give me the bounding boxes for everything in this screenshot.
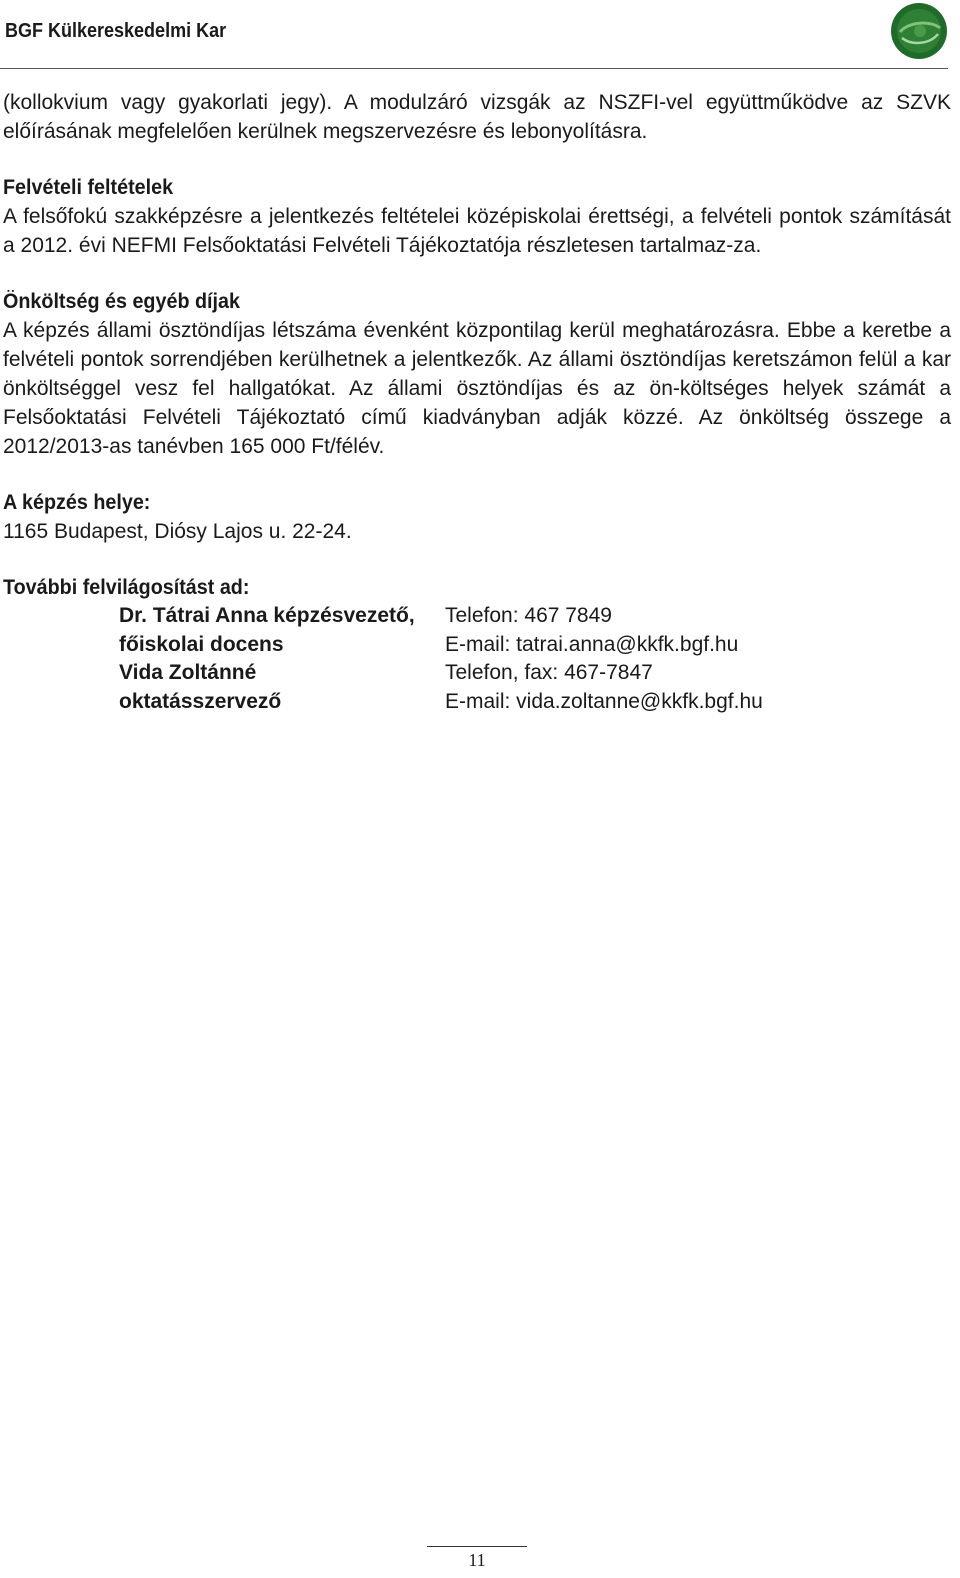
footer-divider — [427, 1546, 527, 1547]
contact-row — [119, 659, 763, 688]
fees-section — [3, 287, 951, 461]
admission-heading: Felvételi feltételek — [3, 176, 174, 199]
contact-detail: Telefon, fax: 467-7847 — [445, 661, 653, 684]
fees-heading: Önköltség és egyéb díjak — [3, 290, 240, 313]
intro-paragraph: (kollokvium vagy gyakorlati jegy). A modulzáró vizsgák az NSZFI-vel együttműködve az SZVK előírásának megfelelően kerülnek megszervezésre és lebonyolításra. — [3, 91, 951, 143]
contacts-heading: További felvilágosítást ad: — [3, 576, 250, 599]
location-address: 1165 Budapest, Diósy Lajos u. 22-24. — [3, 520, 352, 543]
institution-title: BGF Külkereskedelmi Kar — [5, 20, 227, 42]
main-content — [3, 88, 951, 716]
contact-detail: Telefon: 467 7849 — [445, 604, 612, 627]
contact-row — [119, 631, 763, 660]
contact-name: Dr. Tátrai Anna képzésvezető, — [119, 604, 415, 627]
contact-name: főiskolai docens — [119, 632, 284, 656]
location-section — [3, 488, 951, 546]
page-header — [0, 0, 960, 70]
fees-text: A képzés állami ösztöndíjas létszáma évenként központilag kerül meghatározásra. Ebbe a keretbe a felvételi pontok sorrendjében kerülhetnek a jelentkezők. Az állami ösztöndíjas keretszámon felül a kar önköltséggel vesz fel hallgatókat. Az állami ösztöndíjas és az ön-költséges helyek számát a Felsőoktatási Felvételi Tájékoztató című kiadványban adják közzé. Az önköltség összege a 2012/2013-as tanévben 165 000 Ft/félév. — [3, 319, 951, 458]
contacts-table — [119, 602, 763, 716]
admission-text: A felsőfokú szakképzésre a jelentkezés feltételei középiskolai érettségi, a felvételi pontok számítását a 2012. évi NEFMI Felsőoktatási Felvételi Tájékoztatója részletesen tartalmaz-za. — [3, 205, 951, 257]
location-heading: A képzés helye: — [3, 491, 151, 514]
page-number: 11 — [468, 1550, 486, 1570]
contact-detail: E-mail: tatrai.anna@kkfk.bgf.hu — [445, 632, 739, 656]
contact-detail: E-mail: vida.zoltanne@kkfk.bgf.hu — [445, 689, 763, 713]
contact-name: Vida Zoltánné — [119, 661, 257, 684]
header-divider — [0, 68, 948, 69]
contact-name: oktatásszervező — [119, 689, 282, 713]
admission-section — [3, 173, 951, 260]
institution-logo-icon — [890, 2, 948, 60]
contact-row — [119, 688, 763, 717]
contact-row — [119, 602, 763, 631]
contacts-section — [3, 573, 951, 716]
